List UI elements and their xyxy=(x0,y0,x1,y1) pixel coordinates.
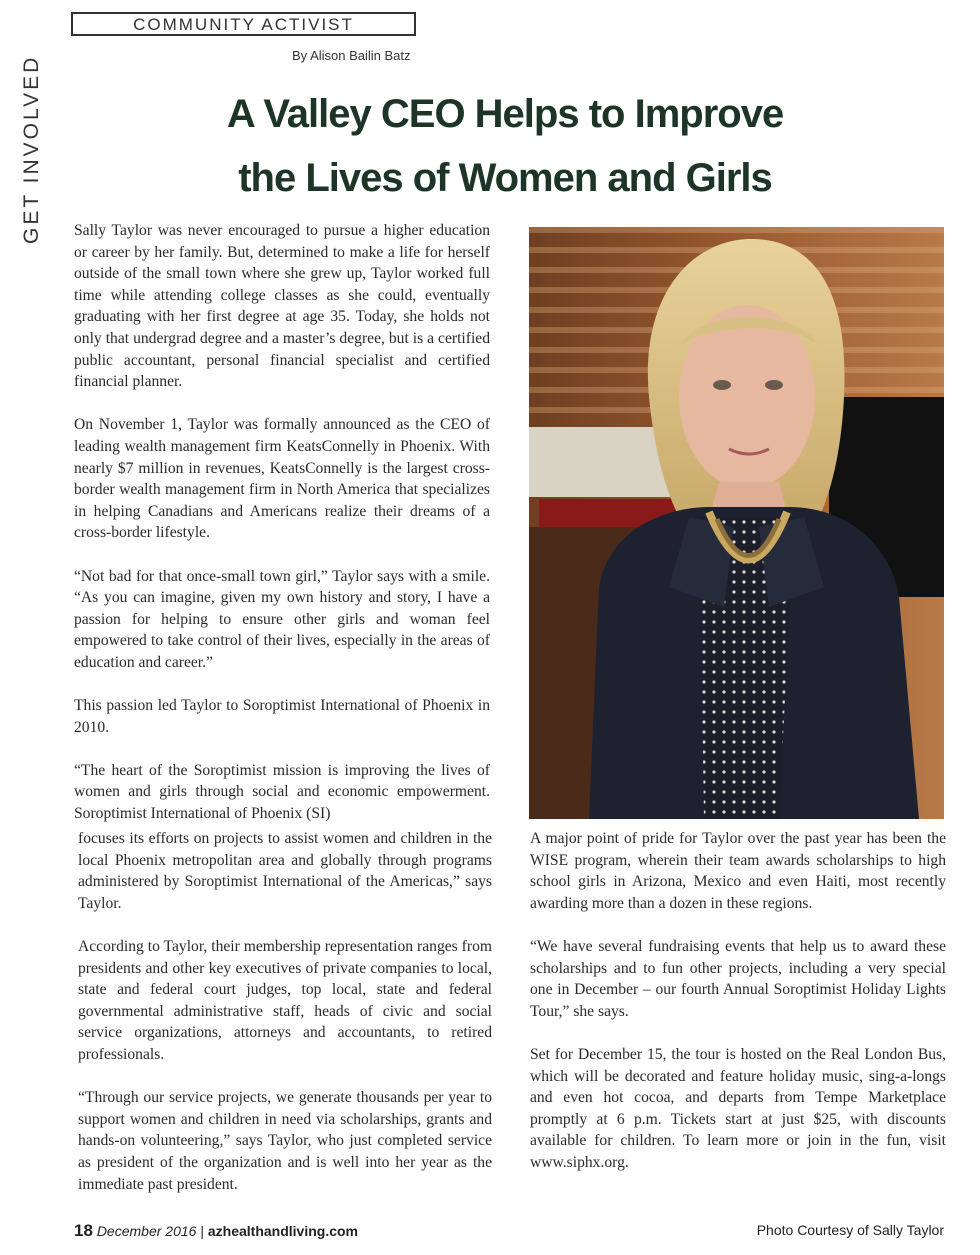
paragraph: Set for December 15, the tour is hosted on the Real London Bus, which will be decorated and feature holiday music, sing-a-longs and even hot cocoa, and departs from Tempe Marketplace promptly at 6 p.m. Tickets start at just $25, with discounts available for children. To learn more or join in the fun, visit www.siphx.org. xyxy=(530,1045,946,1171)
left-column-top xyxy=(74,220,490,846)
paragraph: “Through our service projects, we generate thousands per year to support women and children in need via scholarships, grants and hands-on volunteering,” says Taylor, who just completed service as president of the organization and is well into her year as the immediate past president. xyxy=(78,1089,492,1193)
paragraph: “We have several fundraising events that help us to award these scholarships and to fun other projects, including a very special one in December – our fourth Annual Soroptimist Holiday Lights Tour,” she says. xyxy=(530,937,946,1020)
portrait-photo xyxy=(529,227,944,819)
headline xyxy=(150,82,860,210)
side-label: GET INVOLVED xyxy=(20,54,43,244)
page-footer xyxy=(74,1221,358,1241)
headline-line-2: the Lives of Women and Girls xyxy=(238,156,772,200)
section-label: COMMUNITY ACTIVIST xyxy=(71,12,416,36)
paragraph: On November 1, Taylor was formally announced as the CEO of leading wealth management firm KeatsConnelly in Phoenix. With nearly $7 million in revenues, KeatsConnelly is the largest cross-border wealth management firm in North America that specializes in helping Canadians and Americans realize their dreams of a cross-border lifestyle. xyxy=(74,416,490,542)
paragraph: This passion led Taylor to Soroptimist International of Phoenix in 2010. xyxy=(74,697,490,736)
right-column xyxy=(530,828,946,1195)
left-column-bottom xyxy=(78,828,492,1217)
paragraph: Sally Taylor was never encouraged to pursue a higher education or career by her family. But, determined to make a life for herself outside of the small town where she grew up, Taylor worked full time while attending college classes as she could, eventually graduating with her first degree at age 35. Today, she holds not only that undergrad degree and a master’s degree, but is a certified public accountant, personal financial specialist and certified financial planner. xyxy=(74,222,490,391)
website-link[interactable]: azhealthandliving.com xyxy=(207,1223,358,1239)
byline: By Alison Bailin Batz xyxy=(292,48,411,63)
paragraph: According to Taylor, their membership representation ranges from presidents and other key executives of private companies to local, state and federal court judges, top local, state and federal governmental administrative staff, heads of civic and social service organizations, attorneys and accountants, to retired professionals. xyxy=(78,937,492,1063)
page-number: 18 xyxy=(74,1221,93,1240)
paragraph: focuses its efforts on projects to assist women and children in the local Phoenix metropolitan area and globally through programs administered by Soroptimist International of the Americas,” says Taylor. xyxy=(78,830,492,912)
paragraph: “The heart of the Soroptimist mission is improving the lives of women and girls through social and economic empowerment. Soroptimist International of Phoenix (SI) xyxy=(74,761,490,823)
headline-line-1: A Valley CEO Helps to Improve xyxy=(226,92,784,136)
footer-separator: | xyxy=(200,1223,204,1239)
portrait-illustration xyxy=(529,227,944,819)
photo-credit: Photo Courtesy of Sally Taylor xyxy=(756,1222,944,1238)
paragraph: “Not bad for that once-small town girl,” Taylor says with a smile. “As you can imagine, given my own history and story, I have a passion for helping to ensure other girls and woman feel empowered to take control of their lives, especially in the areas of education and career.” xyxy=(74,567,490,671)
paragraph: A major point of pride for Taylor over the past year has been the WISE program, wherein their team awards scholarships to high school girls in Arizona, Mexico and even Haiti, most recently awarding more than a dozen in these regions. xyxy=(530,830,946,912)
issue-date: December 2016 xyxy=(96,1223,197,1239)
